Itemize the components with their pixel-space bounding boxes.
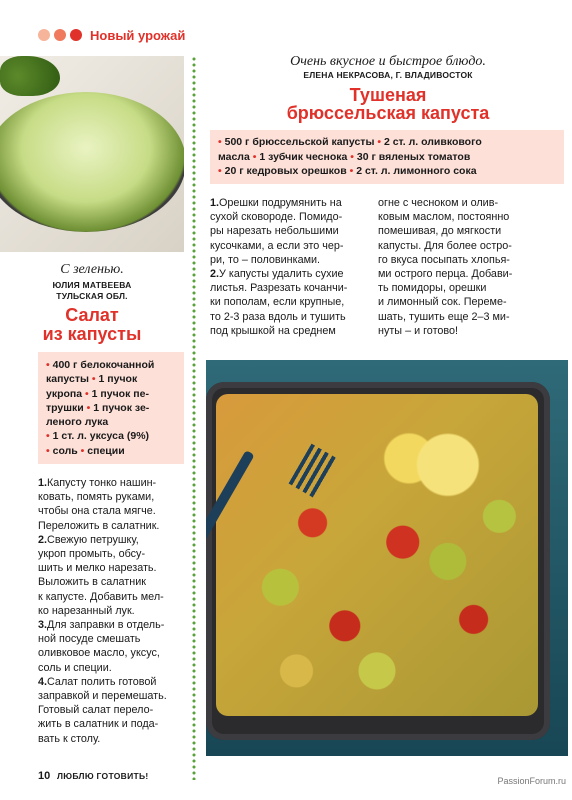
left-ingredients-box [38, 352, 184, 464]
ingredient-line: • 20 г кедровых орешков • 2 ст. л. лимонного сока [218, 165, 477, 177]
left-recipe-subtitle: С зеленью. [60, 262, 124, 277]
circle-icon [38, 29, 50, 41]
ingredient-line: трушки • 1 пучок зе- [46, 401, 150, 414]
salad-bowl [0, 92, 184, 232]
ingredient-line: • 400 г белокочанной [46, 359, 155, 371]
page-number: 10 [38, 770, 51, 782]
ingredient-line: капусты • 1 пучок [46, 373, 138, 386]
circle-icon [70, 29, 82, 41]
right-recipe-subtitle: Очень вкусное и быстрое блюдо. [290, 54, 486, 69]
section-title: Новый урожай [90, 27, 186, 43]
right-recipe-title: Тушеная брюссельская капуста [286, 85, 490, 123]
watermark: PassionForum.ru [497, 776, 566, 786]
ingredient-line: • 1 ст. л. уксуса (9%) [46, 430, 150, 443]
left-steps [38, 476, 188, 746]
step-2: 2.Свежую петрушку, укроп промыть, обсу- шить и мелко нарезать. Выложить в салатник к капусте. Добавить мел- ко нарезанный лук. [38, 533, 164, 617]
page-footer [38, 770, 149, 782]
right-recipe-author: ЕЛЕНА НЕКРАСОВА, Г. ВЛАДИВОСТОК [303, 70, 473, 80]
circle-icon [54, 29, 66, 41]
brussels-sprouts-photo [206, 360, 568, 756]
ingredient-line: • 500 г брюссельской капусты • 2 ст. л. оливкового [218, 136, 482, 148]
ingredient-line: леного лука [46, 416, 109, 429]
column-divider [191, 56, 197, 780]
step-1: 1.Орешки подрумянить на сухой сковороде. Помидо- ры нарезать небольшими кусочками, а если это чер- ри, то – половинками. [210, 197, 344, 266]
left-recipe-title: Салат из капусты [42, 305, 142, 344]
ingredient-line: масла • 1 зубчик чеснока • 30 г вяленых томатов [218, 150, 471, 163]
dish-contents [216, 394, 538, 716]
right-steps-column-1 [210, 196, 370, 338]
left-recipe-author: ЮЛИЯ МАТВЕЕВА ТУЛЬСКАЯ ОБЛ. [52, 280, 132, 301]
salad-photo [0, 56, 184, 252]
step-2: 2.У капусты удалить сухие листья. Разрезать кочанчи- ки пополам, если крупные, то 2-3 раза вдоль и тушить под крышкой на среднем [210, 268, 348, 337]
section-header [38, 26, 185, 44]
step-4: 4.Салат полить готовой заправкой и перемешать. Готовый салат перело- жить в салатник и пода- вать к столу. [38, 675, 167, 745]
herb-garnish [0, 56, 60, 96]
ingredient-line: • соль • специи [46, 444, 125, 457]
step-1: 1.Капусту тонко нашин- ковать, помять руками, чтобы она стала мягче. Переложить в салатник. [38, 477, 160, 532]
right-ingredients-box [210, 130, 564, 184]
step-3: 3.Для заправки в отдель- ной посуде смешать оливковое масло, уксус, соль и специи. [38, 619, 165, 674]
baking-dish [206, 382, 550, 740]
magazine-name: ЛЮБЛЮ ГОТОВИТЬ! [57, 771, 149, 781]
right-steps-column-2: огне с чесноком и олив- ковым маслом, постоянно помешивая, до мягкости капусты. Для более остро- го вкуса посыпать хлопья- ми острого перца. Добави- ть помидоры, орешки и лимонный сок. Переме- шать, тушить еще 2–3 ми- нуты – и готово! [378, 197, 513, 337]
ingredient-line: укропа • 1 пучок пе- [46, 387, 149, 400]
